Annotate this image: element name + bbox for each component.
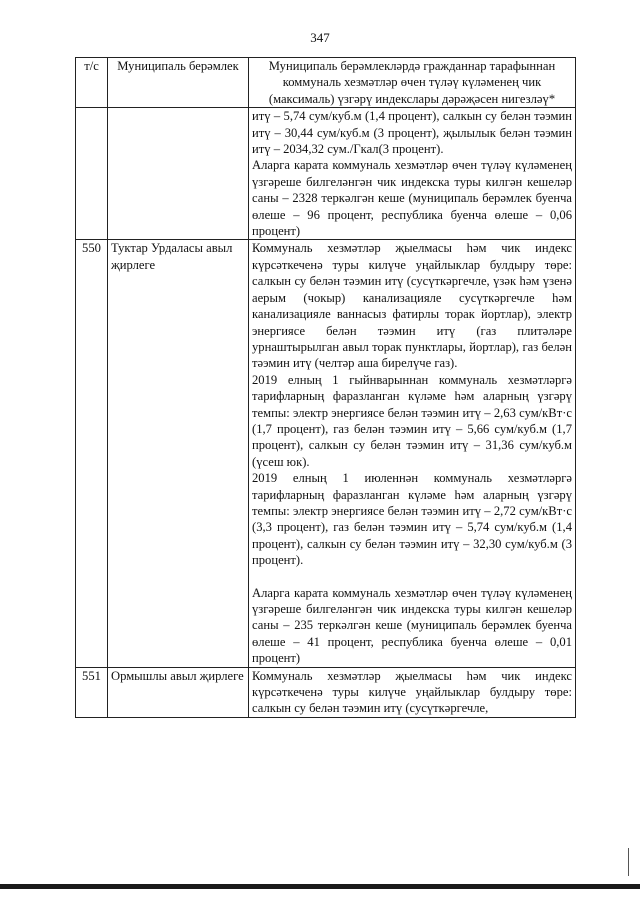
row-description — [249, 108, 576, 240]
header-municipality: Муниципаль берәмлек — [108, 58, 249, 108]
description-paragraph: итү – 5,74 сум/куб.м (1,4 процент), салкын су белән тәэмин итү – 30,44 сум/куб.м (3 процент), җылылык белән тәэмин итү – 2034,32 сум./Гкал(3 процент). — [252, 109, 572, 157]
row-municipality: Туктар Урдаласы авыл җирлеге — [108, 240, 249, 667]
header-description: Муниципаль берәмлекләрдә гражданнар тарафыннан коммуналь хезмәтләр өчен түләү күләменең чик (максималь) үзгәрү индекслары дәрәҗәсен нигезләү* — [249, 58, 576, 108]
row-number: 551 — [76, 667, 108, 717]
table-row — [76, 667, 576, 717]
description-paragraph: Коммуналь хезмәтләр җыелмасы һәм чик индекс күрсәткеченә туры килүче уңайлыклар булдыру төре: салкын су белән тәэмин итү (сусүткәргечле, үзәк һәм үзенә аерым (чокыр) канализацияле сусүткәргечле һәм канализацияле ваннасыз фатирлы торак йортлар), электр энергиясе белән тәэмин итү (газ плитәләре урнаштырылган авыл торак пунктлары, йортлар), газ белән тәэмин итү (челтәр аша бирелүче газ). — [252, 241, 572, 371]
row-municipality — [108, 108, 249, 240]
row-municipality: Ормышлы авыл җирлеге — [108, 667, 249, 717]
row-description — [249, 667, 576, 717]
scan-bottom-edge — [0, 884, 640, 889]
table-row — [76, 108, 576, 240]
row-number — [76, 108, 108, 240]
row-number: 550 — [76, 240, 108, 667]
page-number: 347 — [310, 30, 330, 45]
description-paragraph: Аларга карата коммуналь хезмәтләр өчен түләү күләменең үзгәреше билгеләнгән чик индекска туры килгән кешеләр саны – 2328 теркәлгән кеше (муниципаль берәмлек буенча өлеше – 96 процент, республика буенча өлеше – 0,06 процент) — [252, 158, 572, 239]
row-description — [249, 240, 576, 667]
scan-margin-mark — [628, 848, 629, 876]
tariff-index-table — [75, 57, 576, 718]
table-row — [76, 240, 576, 667]
description-paragraph: 2019 елның 1 гыйнварыннан коммуналь хезмәтләргә тарифларның фаразланган күләме һәм аларның үзгәрү темпы: электр энергиясе белән тәэмин итү – 2,63 сум/кВт·с (1,7 процент), газ белән тәэмин итү – 5,66 сум/куб.м (1,7 процент), салкын су белән тәэмин итү – 31,36 сум/куб.м (үсеш юк). — [252, 372, 572, 469]
header-num: т/с — [76, 58, 108, 108]
description-paragraph: 2019 елның 1 июленнән коммуналь хезмәтләргә тарифларның фаразланган күләме һәм аларның үзгәрү темпы: электр энергиясе белән тәэмин итү – 2,72 сум/кВт·с (3,3 процент), газ белән тәэмин итү – 5,74 сум/куб.м (1,4 процент), салкын су белән тәэмин итү – 32,30 сум/куб.м (3 процент). — [252, 471, 572, 568]
table-header-row — [76, 58, 576, 108]
paragraph-spacer — [252, 569, 572, 585]
description-paragraph: Аларга карата коммуналь хезмәтләр өчен түләү күләменең үзгәреше билгеләнгән чик индекска туры килгән кешеләр саны – 235 теркәлгән кеше (муниципаль берәмлек буенча өлеше – 41 процент, республика буенча өлеше – 0,01 процент) — [252, 585, 572, 666]
description-paragraph: Коммуналь хезмәтләр җыелмасы һәм чик индекс күрсәткеченә туры килүче уңайлыклар булдыру төре: салкын су белән тәэмин итү (сусүткәргечле, — [252, 668, 572, 716]
